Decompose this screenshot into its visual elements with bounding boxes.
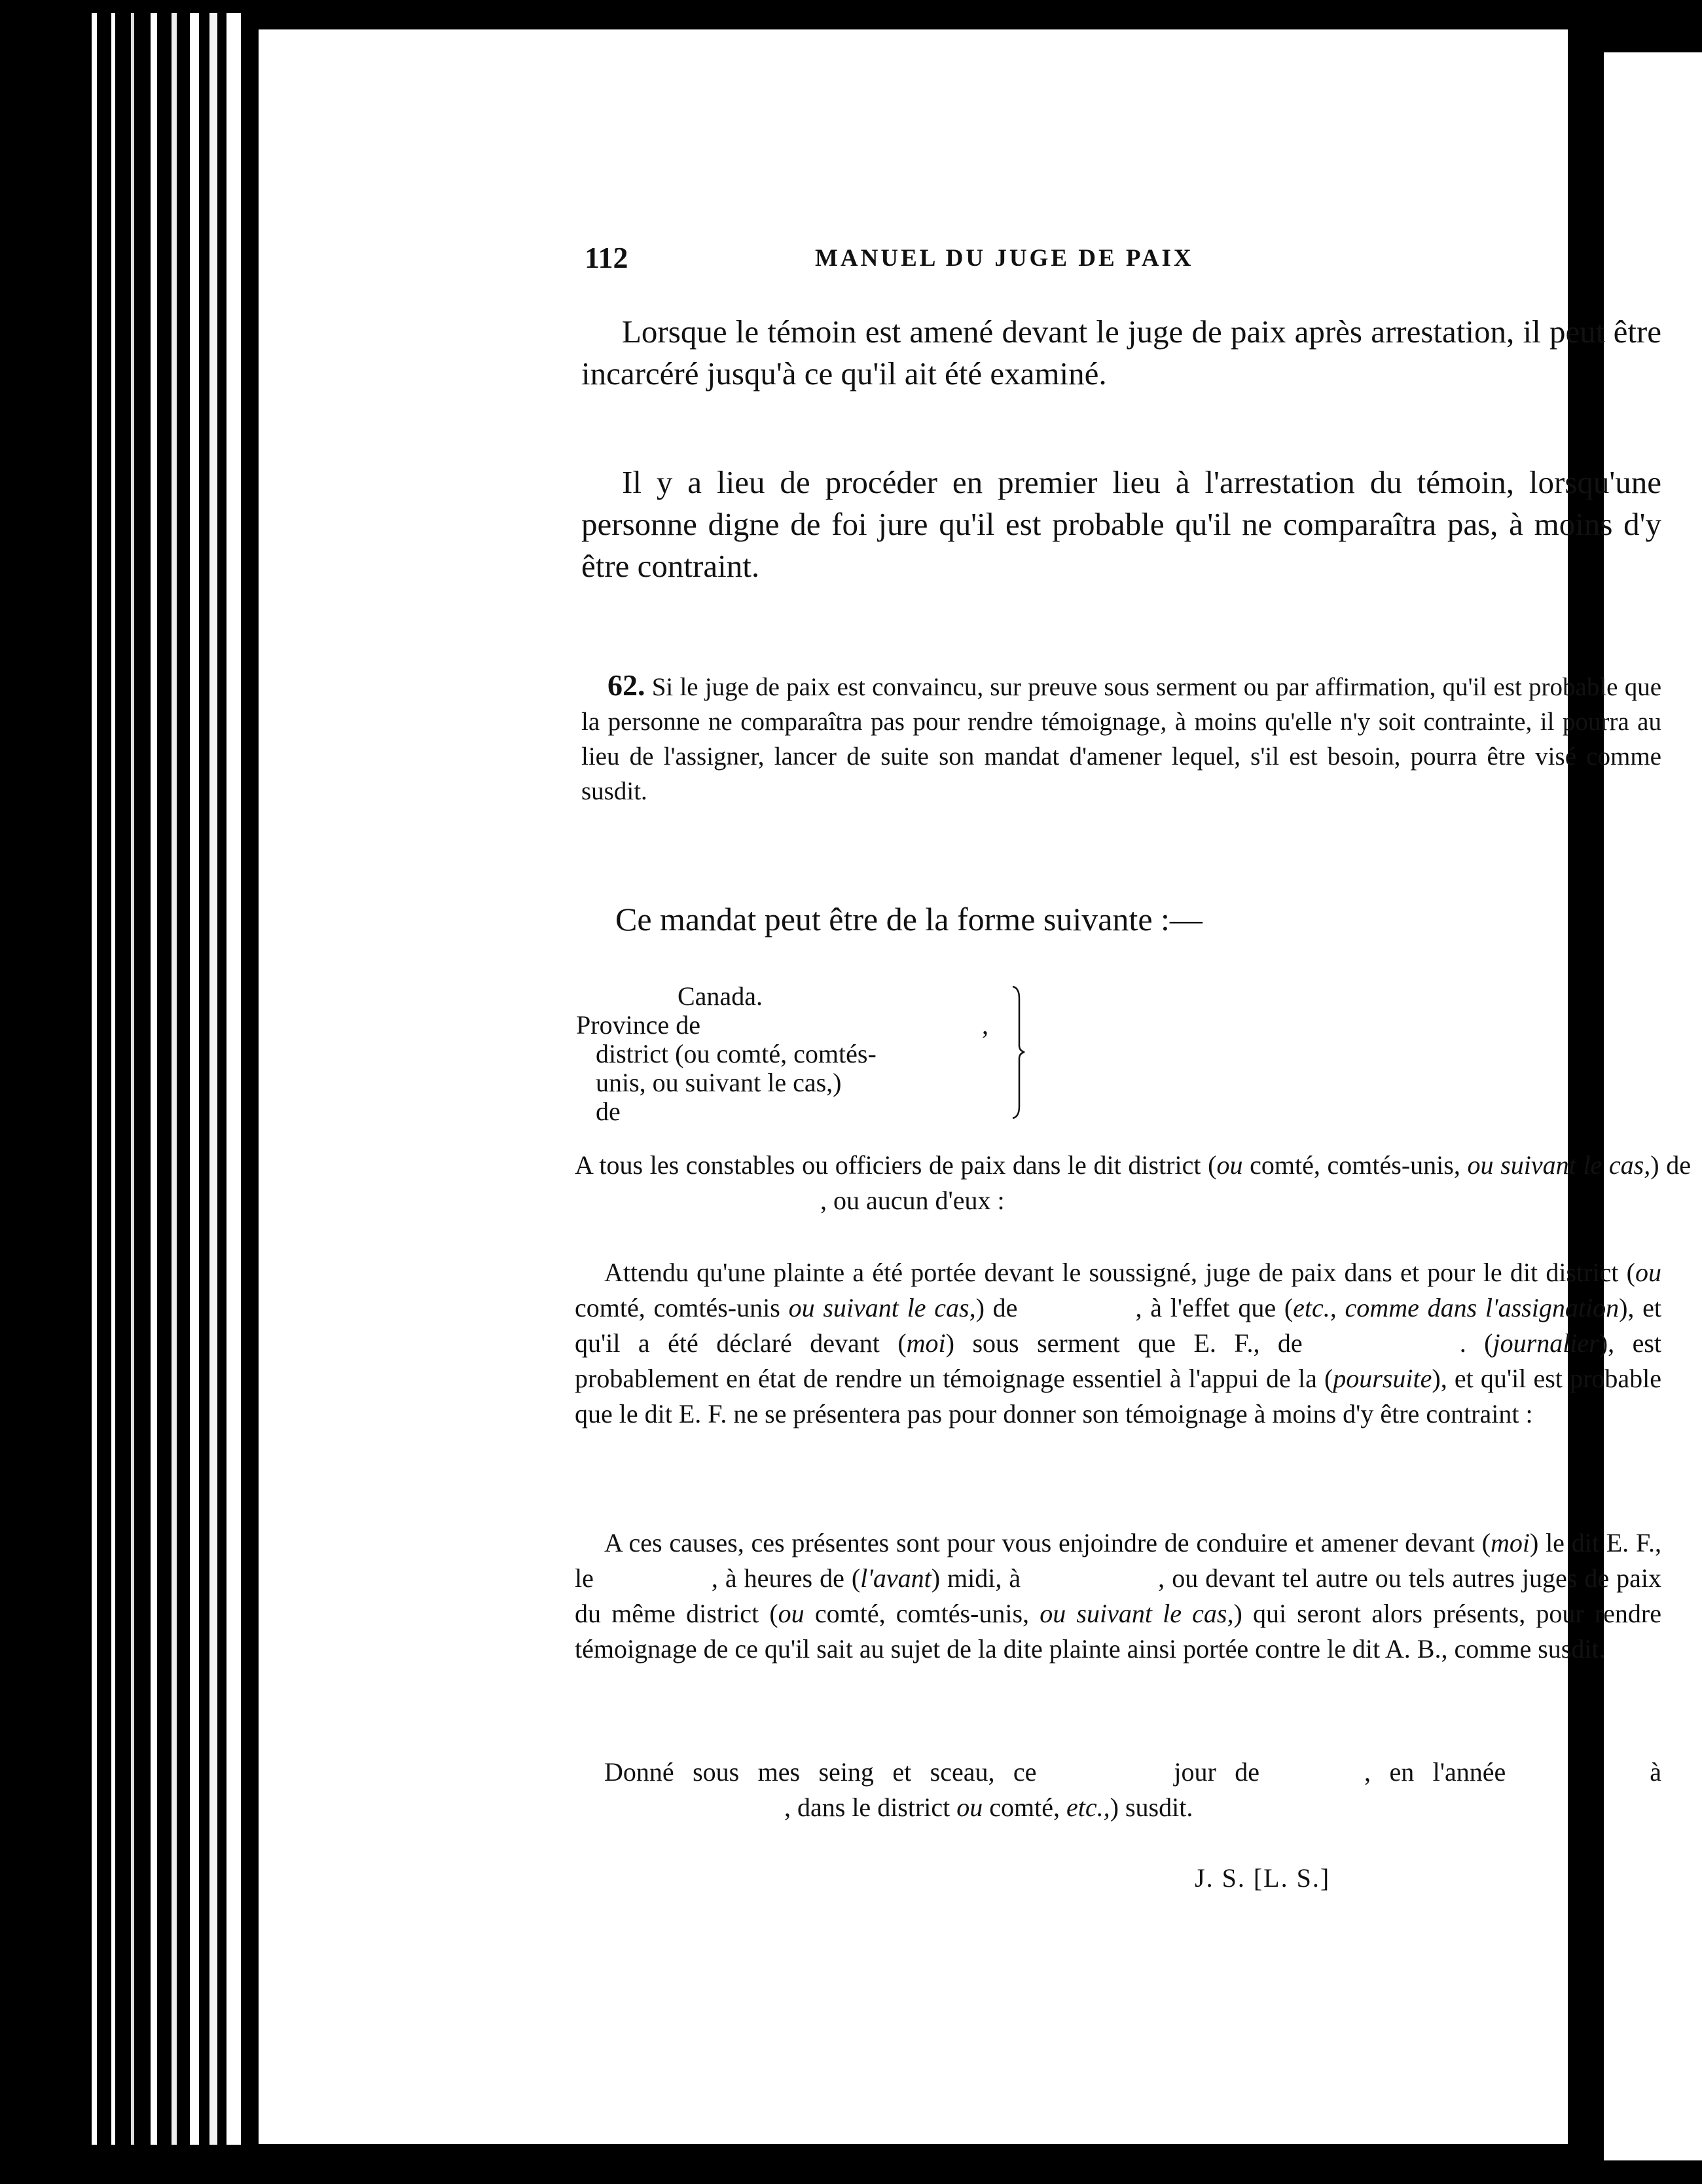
- form-address: A tous les constables ou officiers de paix dans le dit district (ou comté, comtés-unis, ou suivant le cas,) de, ou aucun d'eux :: [575, 1150, 1691, 1215]
- venue-canada: Canada.: [678, 981, 763, 1011]
- form-whereas: Attendu qu'une plainte a été portée devant le soussigné, juge de paix dans et pour le dit district (ou comté, comtés-unis ou suivant le cas,) de , à l'effet que (etc., comme dans l'assignation), et qu'il a été déclaré devant (moi) sous serment que E. F., de . (journalier), est probablement en état de rendre un témoignage essentiel à l'appui de la (poursuite), et qu'il est probable que le dit E. F. ne se présentera pas pour donner son témoignage à moins d'y être contraint :: [575, 1258, 1662, 1429]
- book-edge: [151, 13, 157, 2145]
- form-given: Donné sous mes seing et sceau, ce jour de , en l'année à, dans le district ou comté, etc.,) susdit.: [604, 1757, 1662, 1822]
- book-page: [259, 29, 1691, 2144]
- book-edge: [209, 13, 217, 2145]
- section-number: 62.: [607, 668, 645, 702]
- page-header: [259, 240, 1568, 286]
- venue-unis: unis, ou suivant le cas,): [596, 1068, 842, 1097]
- book-edge: [190, 13, 199, 2145]
- brace-icon: [1011, 985, 1026, 1119]
- section-62: [581, 668, 1661, 809]
- book-edge: [131, 13, 134, 2145]
- book-edge: [92, 13, 97, 2145]
- running-head: MANUEL DU JUGE DE PAIX: [815, 245, 1194, 272]
- venue-district: district (ou comté, comtés-: [596, 1039, 877, 1068]
- venue-province: Province de ,: [576, 1010, 988, 1040]
- form-intro: Ce mandat peut être de la forme suivante :—: [615, 901, 1203, 937]
- page-content: [259, 29, 1691, 2144]
- form-command: A ces causes, ces présentes sont pour vous enjoindre de conduire et amener devant (moi) le dit E. F., le , à heures de (l'avant) midi, à , ou devant tel autre ou tels autres juges de paix du même district (ou comté, comtés-unis, ou suivant le cas,) qui seront alors présents, pour rendre témoignage de ce qu'il sait au sujet de la dite plainte ainsi portée contre le dit A. B., comme susdit.: [575, 1528, 1662, 1664]
- book-edge: [226, 13, 241, 2145]
- signature: J. S. [L. S.]: [1195, 1863, 1331, 1893]
- venue-block: [576, 982, 1041, 1139]
- paragraph: Il y a lieu de procéder en premier lieu à l'arrestation du témoin, lorsqu'une personne digne de foi jure qu'il est probable qu'il ne comparaîtra pas, à moins d'y être contraint.: [581, 464, 1661, 584]
- book-edge: [172, 13, 177, 2145]
- page-number: 112: [585, 241, 628, 274]
- section-text: Si le juge de paix est convaincu, sur preuve sous serment ou par affirmation, qu'il est probable que la personne ne comparaîtra pas pour rendre témoignage, à moins qu'elle n'y soit contrainte, il pourra au lieu de l'assigner, lancer de suite son mandat d'amener lequel, s'il est besoin, pourra être visé comme susdit.: [581, 673, 1662, 805]
- venue-de: de: [596, 1097, 621, 1126]
- book-edge: [111, 13, 115, 2145]
- paragraph: Lorsque le témoin est amené devant le juge de paix après arrestation, il peut être incarcéré jusqu'à ce qu'il ait été examiné.: [581, 314, 1661, 391]
